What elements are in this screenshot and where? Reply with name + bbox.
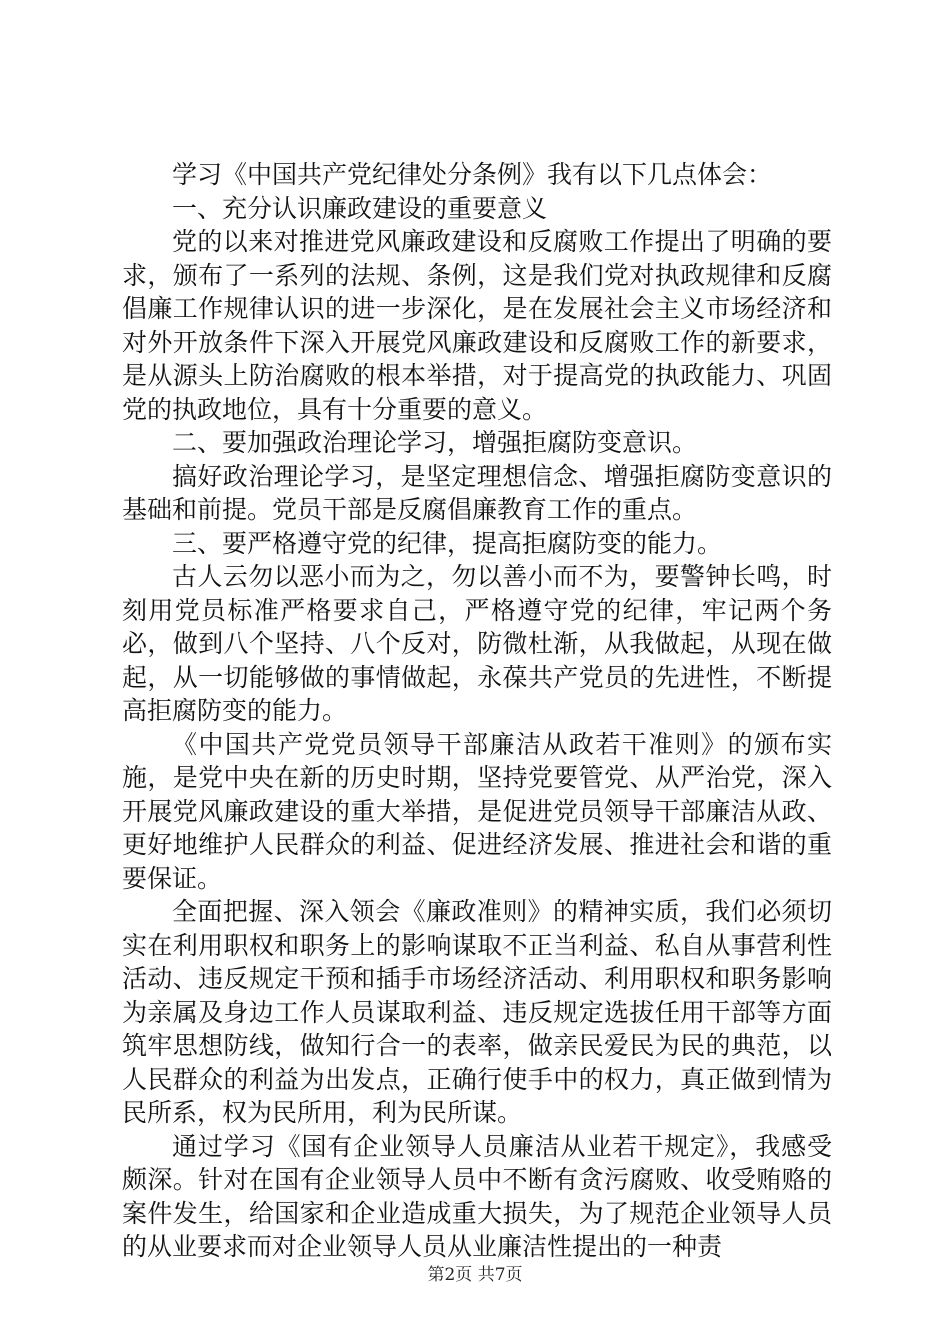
heading-section-1: 一、充分认识廉政建设的重要意义: [172, 193, 548, 223]
paragraph: 《中国共产党党员领导干部廉洁从政若干准则》的颁布实施，是党中央在新的历史时期，坚持党要管党、从严治党，深入开展党风廉政建设的重大举措，是促进党员领导干部廉洁从政、更好地维护人民群众的利益、促进经济发展、推进社会和谐的重要保证。: [122, 729, 832, 893]
heading-section-3: 三、要严格遵守党的纪律，提高拒腐防变的能力。: [172, 528, 723, 558]
paragraph-intro: 学习《中国共产党纪律处分条例》我有以下几点体会：: [172, 160, 773, 189]
paragraph: 搞好政治理论学习，是坚定理想信念、增强拒腐防变意识的基础和前提。党员干部是反腐倡廉教育工作的重点。: [122, 461, 832, 524]
paragraph: 党的以来对推进党风廉政建设和反腐败工作提出了明确的要求，颁布了一系列的法规、条例，这是我们党对执政规律和反腐倡廉工作规律认识的进一步深化，是在发展社会主义市场经济和对外开放条件下深入开展党风廉政建设和反腐败工作的新要求，是从源头上防治腐败的根本举措，对于提高党的执政能力、巩固党的执政地位，具有十分重要的意义。: [122, 227, 832, 424]
paragraph: 全面把握、深入领会《廉政准则》的精神实质，我们必须切实在利用职权和职务上的影响谋取不正当利益、私自从事营利性活动、违反规定干预和插手市场经济活动、利用职权和职务影响为亲属及身边工作人员谋取利益、违反规定选拔任用干部等方面筑牢思想防线，做知行合一的表率，做亲民爱民为民的典范，以人民群众的利益为出发点，正确行使手中的权力，真正做到情为民所系，权为民所用，利为民所谋。: [122, 897, 832, 1127]
document-body: [122, 158, 832, 1264]
paragraph: 古人云勿以恶小而为之，勿以善小而不为，要警钟长鸣，时刻用党员标准严格要求自己，严格遵守党的纪律，牢记两个务必，做到八个坚持、八个反对，防微杜渐，从我做起，从现在做起，从一切能够做的事情做起，永葆共产党员的先进性，不断提高拒腐防变的能力。: [122, 562, 832, 725]
page-footer: 第2页 共7页: [427, 1265, 523, 1285]
paragraph: 通过学习《国有企业领导人员廉洁从业若干规定》，我感受颇深。针对在国有企业领导人员中不断有贪污腐败、收受贿赂的案件发生，给国家和企业造成重大损失，为了规范企业领导人员的从业要求而对企业领导人员从业廉洁性提出的一种责: [122, 1131, 832, 1261]
heading-section-2: 二、要加强政治理论学习，增强拒腐防变意识。: [172, 428, 698, 457]
